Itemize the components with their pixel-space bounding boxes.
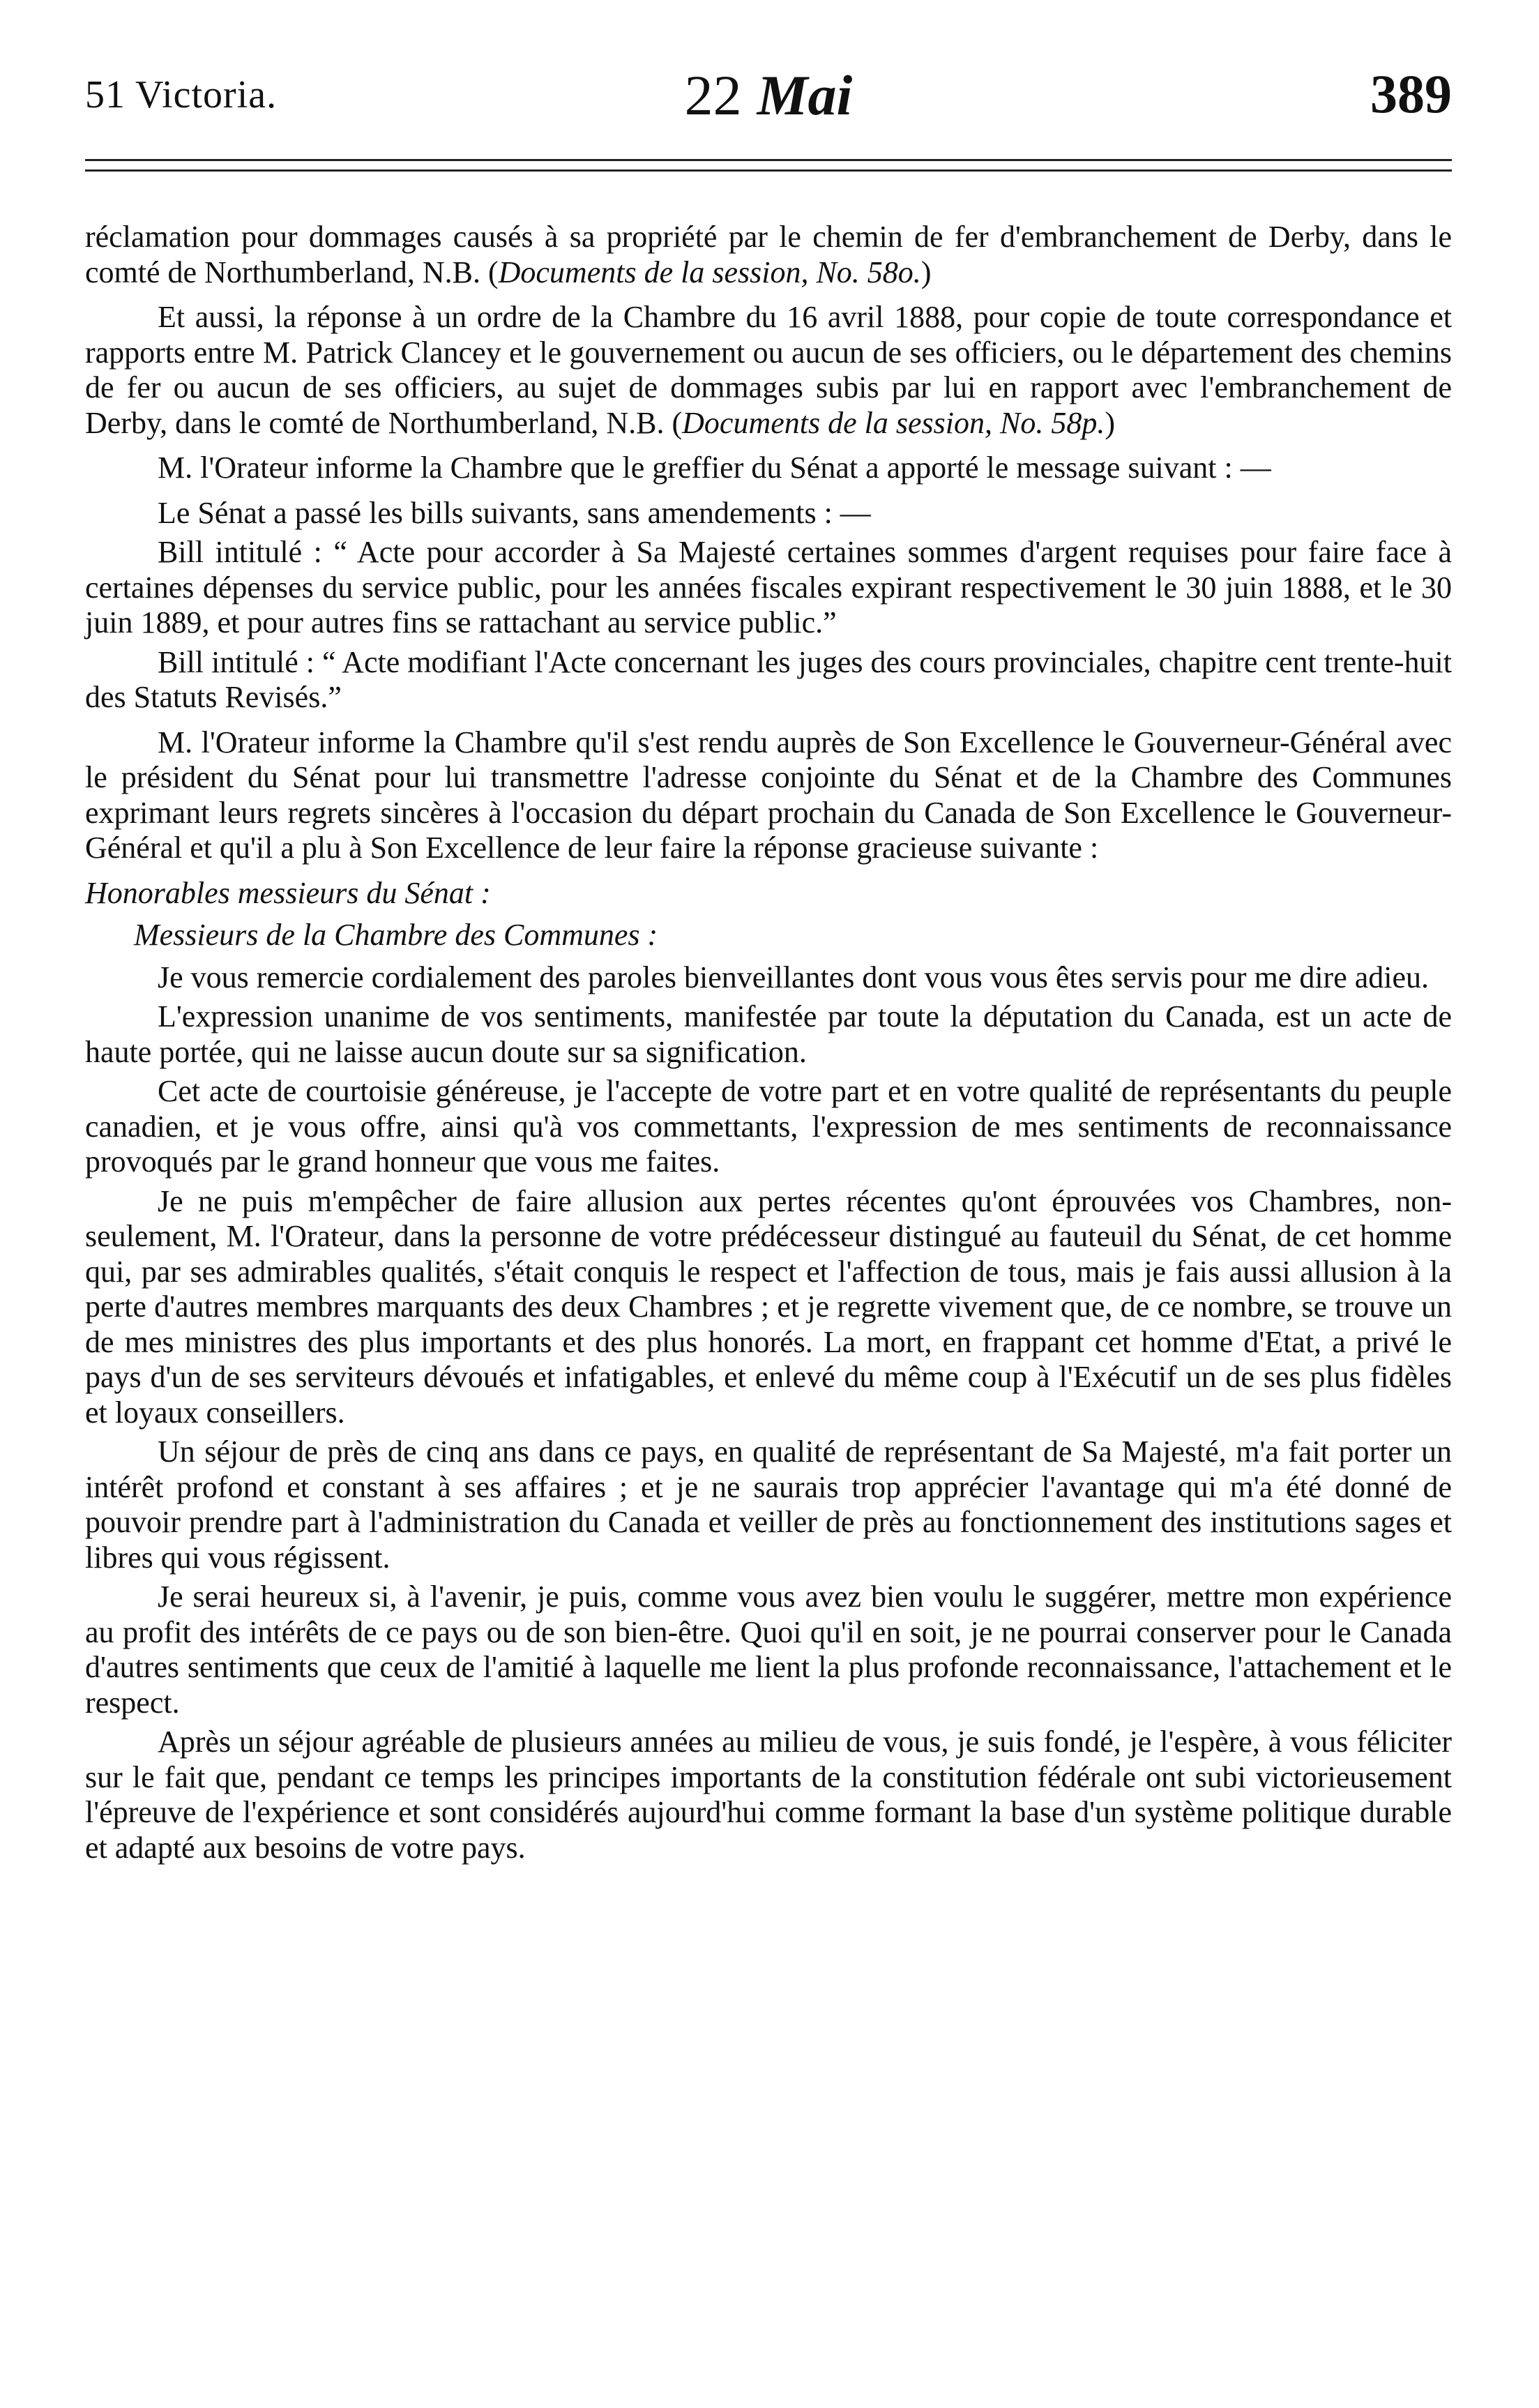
- page-number: 389: [1370, 63, 1452, 124]
- paragraph-text: Et aussi, la réponse à un ordre de la Chambre du 16 avril 1888, pour copie de toute correspondance et rapports entre M. Patrick Clancey et le gouvernement ou aucun de ses officiers, ou le département des chemins de fer ou aucun de ses officiers, au sujet de dommages subis par lui en rapport avec l'embranchement de Derby, dans le comté de Northumberland, N.B. (: [85, 300, 1452, 440]
- paragraph-text: réclamation pour dommages causés à sa propriété par le chemin de fer d'embranchement de Derby, dans le comté de Northumberland, N.B. (: [85, 220, 1452, 289]
- reply-paragraph: Je serai heureux si, à l'avenir, je puis, comme vous avez bien voulu le suggérer, mettre mon expérience au profit des intérêts de ce pays ou de son bien-être. Quoi qu'il en soit, je ne pourrai conserver pour le Canada d'autres sentiments que ceux de l'amitié à laquelle me lient la plus profonde reconnaissance, l'attachement et le respect.: [85, 1580, 1452, 1720]
- reply-paragraph: L'expression unanime de vos sentiments, manifestée par toute la députation du Canada, est un acte de haute portée, qui ne laisse aucun doute sur sa signification.: [85, 999, 1452, 1069]
- reply-paragraph: Je vous remercie cordialement des paroles bienveillantes dont vous vous êtes servis pour me dire adieu.: [158, 960, 1430, 994]
- page-body: [85, 220, 1452, 1870]
- reply-paragraph: Je ne puis m'empêcher de faire allusion aux pertes récentes qu'ont éprouvées vos Chambres, non-seulement, M. l'Orateur, dans la personne de votre prédécesseur distingué au fauteuil du Sénat, de cet homme qui, par ses admirables qualités, s'était conquis le respect et l'affection de tous, mais je fais aussi allusion à la perte d'autres membres marquants des deux Chambres ; et je regrette vivement que, de ce nombre, se trouve un de mes ministres des plus importants et des plus honorés. La mort, en frappant cet homme d'Etat, a privé le pays d'un de ses serviteurs dévoués et infatigables, et enlevé du même coup à l'Exécutif un de ses plus fidèles et loyaux conseillers.: [85, 1183, 1452, 1430]
- paragraph-clancey-return: [85, 300, 1452, 441]
- page-date: [85, 63, 1452, 128]
- paragraph-supply-bill: Bill intitulé : “ Acte pour accorder à Sa Majesté certaines sommes d'argent requises pour faire face à certaines dépenses du service public, pour les années fiscales expirant respectivement le 30 juin 1888, et le 30 juin 1889, et pour autres fins se rattachant au service public.”: [85, 535, 1452, 639]
- page-header: [85, 56, 1452, 139]
- regnal-year: 51 Victoria.: [85, 73, 278, 116]
- reply-paragraph: Un séjour de près de cinq ans dans ce pays, en qualité de représentant de Sa Majesté, m'a fait porter un intérêt profond et constant à ses affaires ; et je ne saurais trop apprécier l'avantage qui m'a été donné de pouvoir prendre part à l'administration du Canada et veiller de près au fonctionnement des institutions sages et libres qui vous régissent.: [85, 1434, 1452, 1575]
- paragraph-bills-passed: Le Sénat a passé les bills suivants, sans amendements : —: [158, 495, 871, 530]
- salutation-senate: Honorables messieurs du Sénat :: [85, 875, 491, 910]
- paragraph-text-end: ): [920, 255, 932, 289]
- paragraph-text-end: ): [1105, 405, 1115, 440]
- paragraph-senate-message: M. l'Orateur informe la Chambre que le greffier du Sénat a apporté le message suivant : —: [158, 450, 1271, 485]
- sessional-paper-ref: Documents de la session, No. 58p.: [682, 405, 1105, 440]
- header-double-rule: [85, 159, 1452, 172]
- salutation-commons: Messieurs de la Chambre des Communes :: [134, 918, 658, 952]
- paragraph-address-reply: M. l'Orateur informe la Chambre qu'il s'est rendu auprès de Son Excellence le Gouverneur-Général avec le président du Sénat pour lui transmettre l'adresse conjointe du Sénat et de la Chambre des Communes exprimant leurs regrets sincères à l'occasion du départ prochain du Canada de Son Excellence le Gouverneur-Général et qu'il a plu à Son Excellence de leur faire la réponse gracieuse suivante :: [85, 725, 1452, 865]
- reply-paragraph: Cet acte de courtoisie généreuse, je l'accepte de votre part et en votre qualité de représentants du peuple canadien, et je vous offre, ainsi qu'à vos commettants, l'expression de mes sentiments de reconnaissance provoqués par le grand honneur que vous me faites.: [85, 1074, 1452, 1179]
- reply-paragraph: Après un séjour agréable de plusieurs années au milieu de vous, je suis fondé, je l'espère, à vous féliciter sur le fait que, pendant ce temps les principes importants de la constitution fédérale ont subi victorieusement l'épreuve de l'expérience et sont considérés aujourd'hui comme formant la base d'un système politique durable et adapté aux besoins de votre pays.: [85, 1725, 1452, 1865]
- journal-page: [85, 56, 1452, 2378]
- date-month: Mai: [757, 63, 853, 127]
- date-day: 22: [684, 63, 742, 127]
- paragraph-claim-continuation: [85, 220, 1452, 290]
- paragraph-judges-bill: Bill intitulé : “ Acte modifiant l'Acte concernant les juges des cours provinciales, chapitre cent trente-huit des Statuts Revisés.”: [85, 644, 1452, 714]
- sessional-paper-ref: Documents de la session, No. 58o.: [498, 255, 921, 289]
